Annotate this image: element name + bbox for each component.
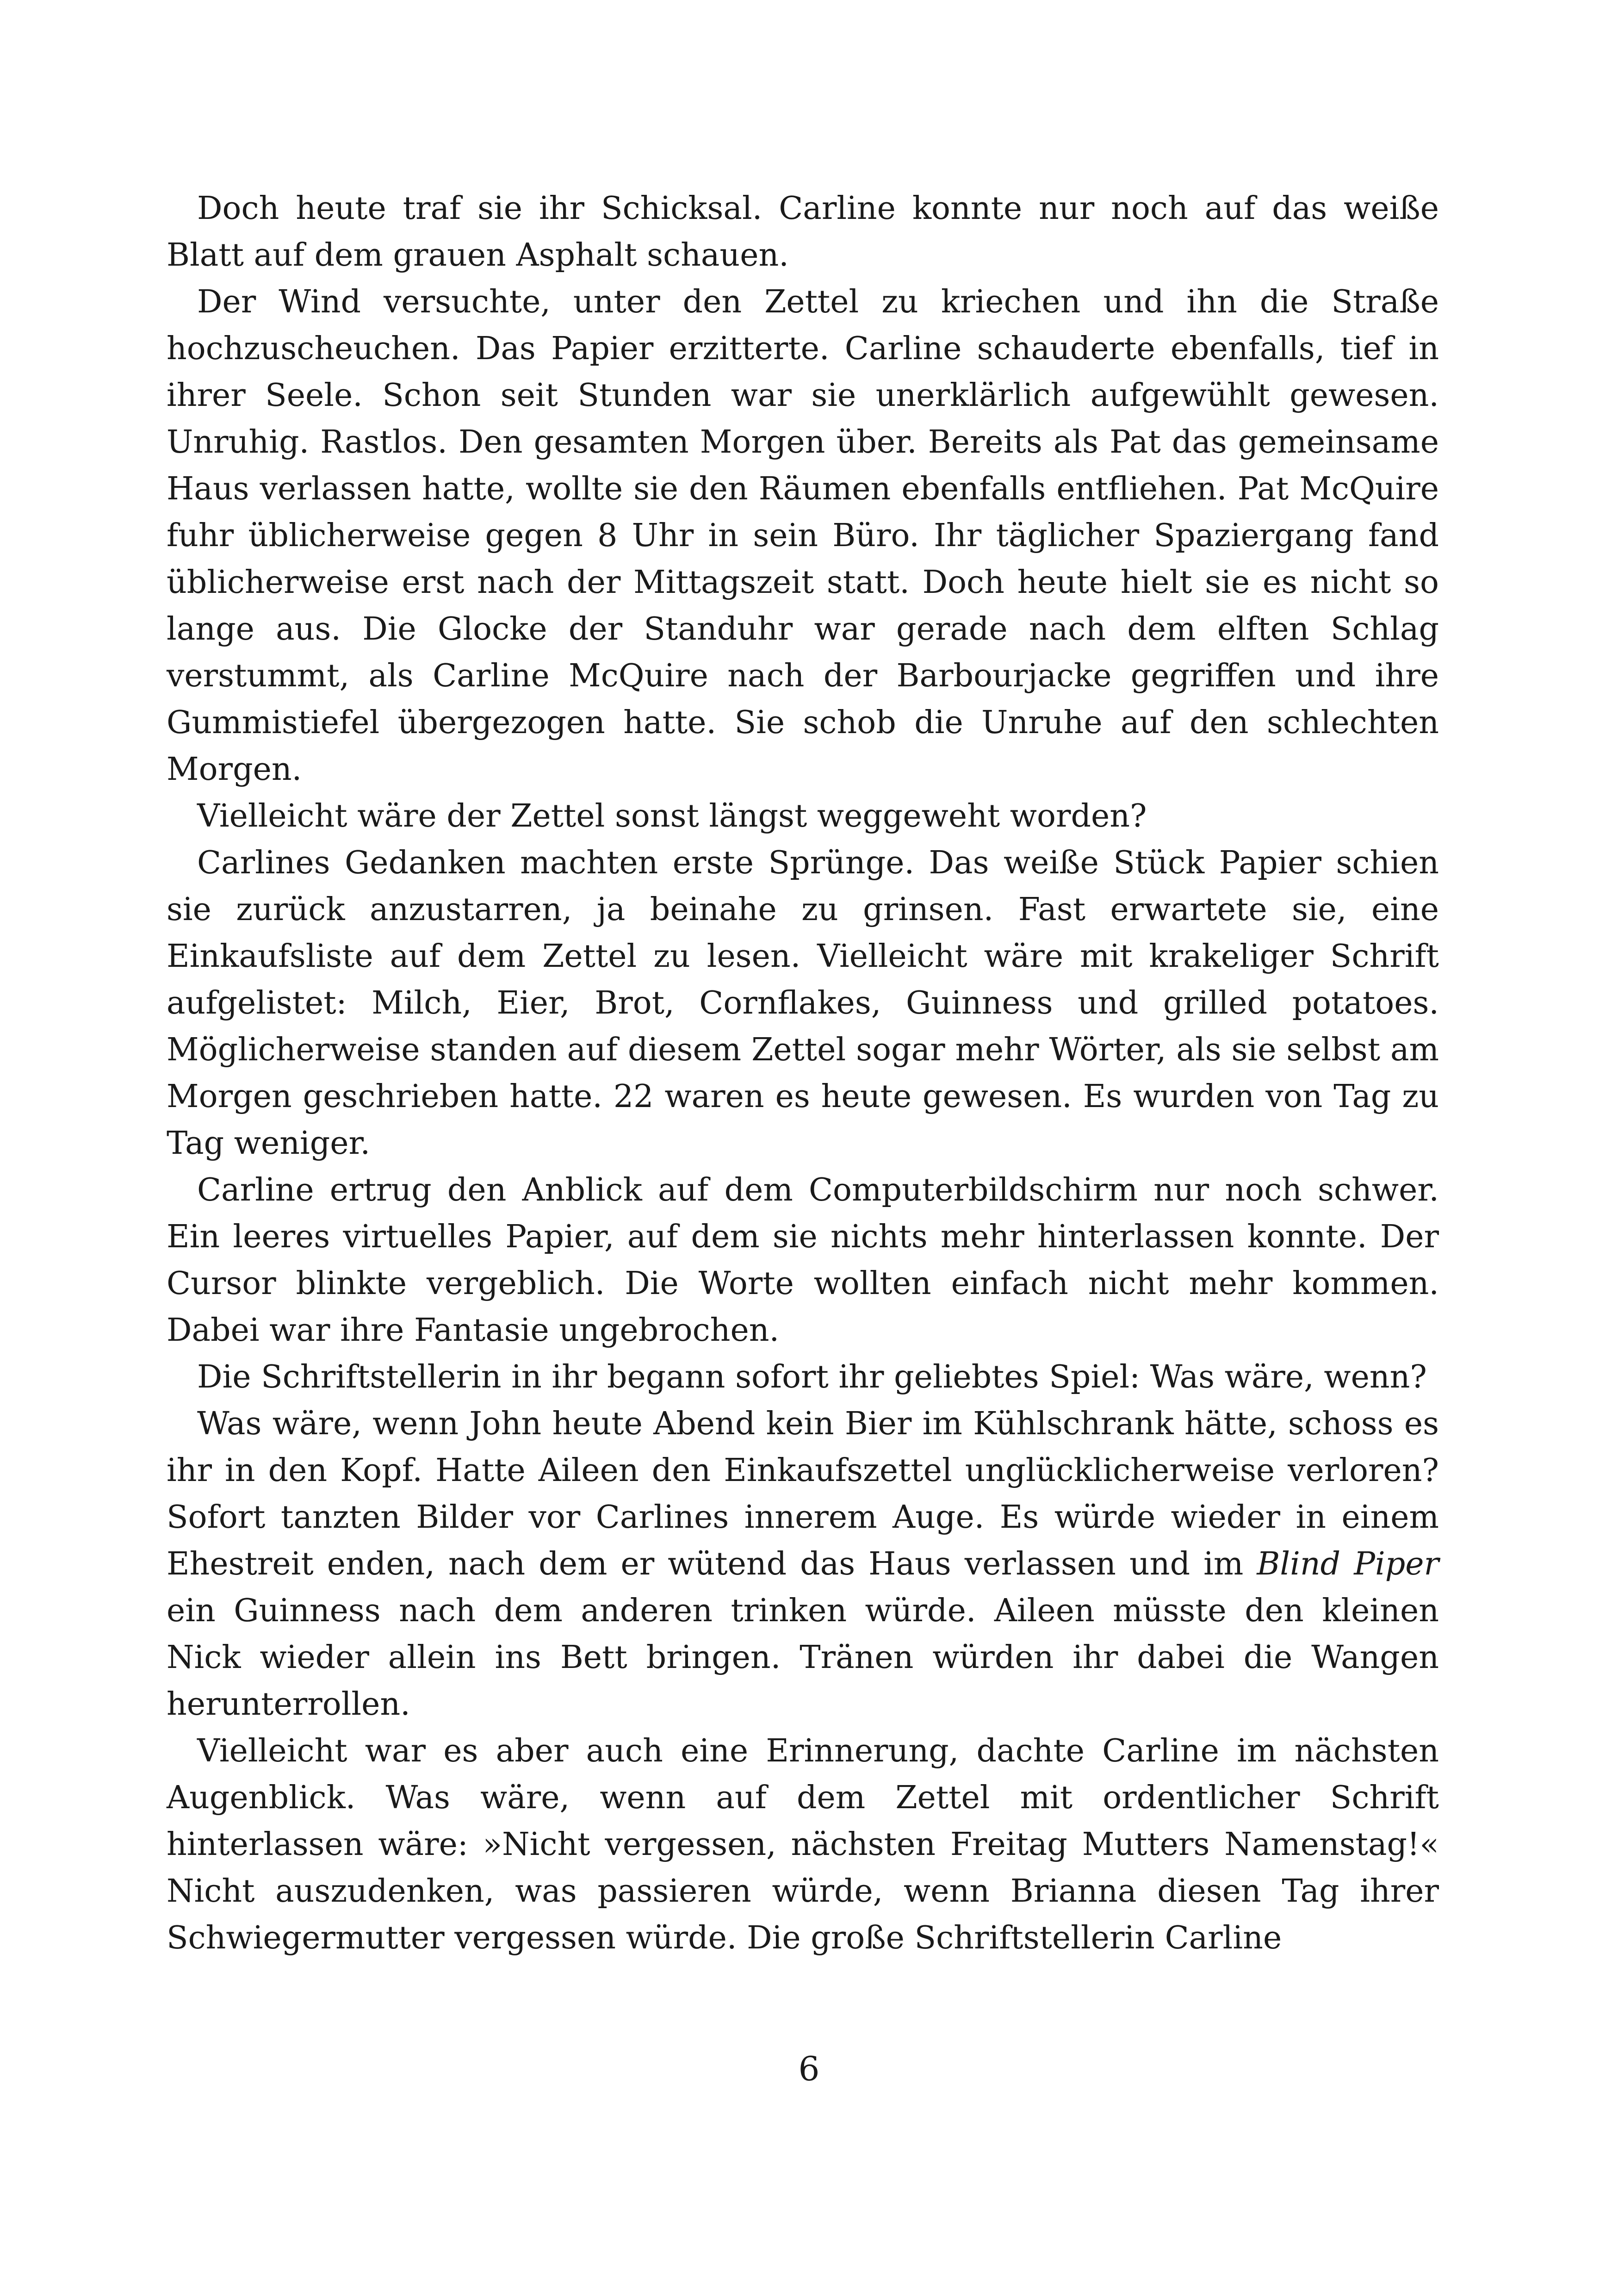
paragraph-7-start: Was wäre, wenn John heute Abend kein Bier im Kühlschrank hätte, schoss es ihr in den Kopf. Hatte Aileen den Einkaufszettel unglücklicherweise verloren? Sofort tanzten Bilder vor Carlines innerem Auge. Es würde wieder in einem Ehestreit enden, nach dem er wütend das Haus verlassen und im: [167, 1406, 1439, 1582]
page-number: 6: [798, 2049, 820, 2088]
paragraph-6: Die Schriftstellerin in ihr begann sofort ihr geliebtes Spiel: Was wäre, wenn?: [197, 1359, 1427, 1395]
page-body: [167, 185, 1439, 1961]
paragraph-7-end: ein Guinness nach dem anderen trinken würde. Aileen müsste den kleinen Nick wieder allein ins Bett bringen. Tränen würden ihr dabei die Wangen herunterrollen.: [167, 1593, 1439, 1723]
paragraph-4: Carlines Gedanken machten erste Sprünge. Das weiße Stück Papier schien sie zurück anzustarren, ja beinahe zu grinsen. Fast erwartete sie, eine Einkaufsliste auf dem Zettel zu lesen. Vielleicht wäre mit krakeliger Schrift aufgelistet: Milch, Eier, Brot, Cornflakes, Guinness und grilled potatoes. Möglicherweise standen auf diesem Zettel sogar mehr Wörter, als sie selbst am Morgen geschrieben hatte. 22 waren es heute gewesen. Es wurden von Tag zu Tag weniger.: [167, 845, 1439, 1162]
paragraph-7: [167, 1400, 1439, 1728]
paragraph-7-italic: Blind Piper: [1257, 1546, 1439, 1582]
paragraph-2: Der Wind versuchte, unter den Zettel zu kriechen und ihn die Straße hochzuscheuchen. Das Papier erzitterte. Carline schauderte ebenfalls, tief in ihrer Seele. Schon seit Stunden war sie unerklärlich aufgewühlt gewesen. Unruhig. Rastlos. Den gesamten Morgen über. Bereits als Pat das gemeinsame Haus verlassen hatte, wollte sie den Räumen ebenfalls entfliehen. Pat McQuire fuhr üblicherweise gegen 8 Uhr in sein Büro. Ihr täglicher Spaziergang fand üblicherweise erst nach der Mittagszeit statt. Doch heute hielt sie es nicht so lange aus. Die Glocke der Standuhr war gerade nach dem elften Schlag verstummt, als Carline McQuire nach der Barbourjacke gegriffen und ihre Gummistiefel übergezogen hatte. Sie schob die Unruhe auf den schlechten Morgen.: [167, 284, 1439, 788]
paragraph-1: Doch heute traf sie ihr Schicksal. Carline konnte nur noch auf das weiße Blatt auf dem grauen Asphalt schauen.: [167, 190, 1439, 274]
paragraph-3: Vielleicht wäre der Zettel sonst längst weggeweht worden?: [197, 798, 1147, 834]
paragraph-5: Carline ertrug den Anblick auf dem Computerbildschirm nur noch schwer. Ein leeres virtuelles Papier, auf dem sie nichts mehr hinterlassen konnte. Der Cursor blinkte vergeblich. Die Worte wollten einfach nicht mehr kommen. Dabei war ihre Fantasie ungebrochen.: [167, 1172, 1439, 1349]
paragraph-8: Vielleicht war es aber auch eine Erinnerung, dachte Carline im nächsten Augenblick. Was wäre, wenn auf dem Zettel mit ordentlicher Schrift hinterlassen wäre: »Nicht vergessen, nächsten Freitag Mutters Namenstag!« Nicht auszudenken, was passieren würde, wenn Brianna diesen Tag ihrer Schwiegermutter vergessen würde. Die große Schriftstellerin Carline: [167, 1733, 1439, 1956]
